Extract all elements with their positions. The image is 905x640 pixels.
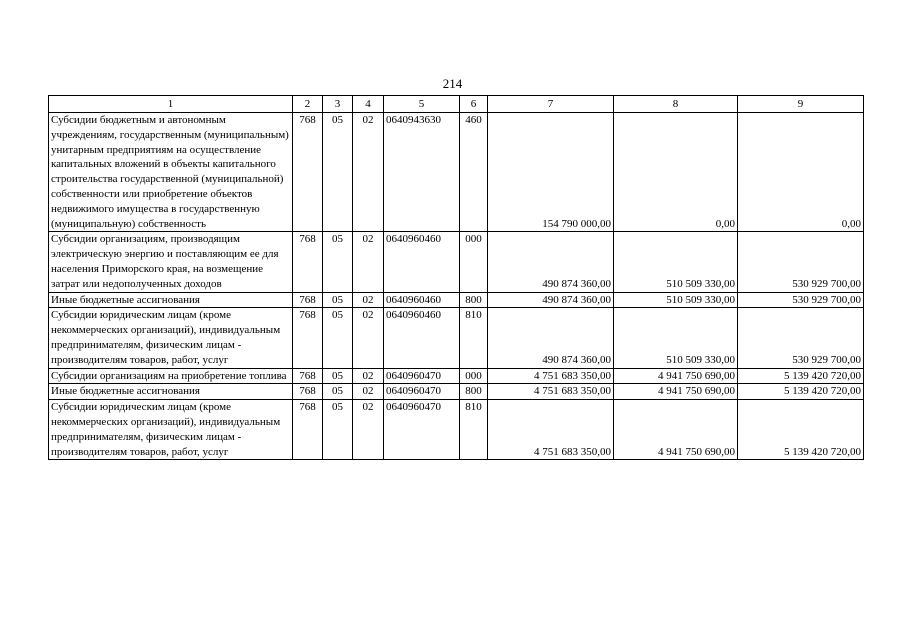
row-code-cell: 05	[323, 400, 353, 460]
row-amount-cell: 530 929 700,00	[738, 232, 864, 292]
row-target-article-cell: 0640960470	[384, 368, 460, 384]
row-amount-cell: 5 139 420 720,00	[738, 368, 864, 384]
column-header: 9	[738, 96, 864, 113]
row-expense-type-cell: 000	[460, 232, 488, 292]
row-code-cell: 05	[323, 232, 353, 292]
row-name-cell: Иные бюджетные ассигнования	[49, 292, 293, 308]
column-header: 1	[49, 96, 293, 113]
table-row	[49, 368, 864, 384]
column-header: 6	[460, 96, 488, 113]
row-code-cell: 05	[323, 368, 353, 384]
row-amount-cell: 490 874 360,00	[488, 232, 614, 292]
row-target-article-cell: 0640960460	[384, 292, 460, 308]
row-code-cell: 05	[323, 292, 353, 308]
row-code-cell: 02	[353, 400, 384, 460]
row-code-cell: 768	[293, 292, 323, 308]
row-code-cell: 02	[353, 232, 384, 292]
row-code-cell: 02	[353, 292, 384, 308]
row-amount-cell: 0,00	[738, 113, 864, 232]
row-code-cell: 05	[323, 308, 353, 368]
table-row	[49, 292, 864, 308]
table-row	[49, 384, 864, 400]
row-target-article-cell: 0640960470	[384, 400, 460, 460]
table-header-row	[49, 96, 864, 113]
budget-table	[48, 95, 864, 460]
table-row	[49, 232, 864, 292]
row-expense-type-cell: 810	[460, 308, 488, 368]
row-amount-cell: 510 509 330,00	[614, 292, 738, 308]
table-row	[49, 113, 864, 232]
column-header: 7	[488, 96, 614, 113]
row-amount-cell: 4 751 683 350,00	[488, 384, 614, 400]
row-code-cell: 02	[353, 384, 384, 400]
table-row	[49, 308, 864, 368]
row-expense-type-cell: 800	[460, 292, 488, 308]
row-amount-cell: 530 929 700,00	[738, 308, 864, 368]
row-target-article-cell: 0640960460	[384, 232, 460, 292]
row-code-cell: 768	[293, 368, 323, 384]
row-amount-cell: 4 941 750 690,00	[614, 368, 738, 384]
column-header: 3	[323, 96, 353, 113]
row-amount-cell: 4 941 750 690,00	[614, 384, 738, 400]
row-code-cell: 05	[323, 113, 353, 232]
row-name-cell: Субсидии юридическим лицам (кроме некоммерческих организаций), индивидуальным предпринимателям, физическим лицам - производителям товаров, работ, услуг	[49, 400, 293, 460]
row-code-cell: 768	[293, 384, 323, 400]
row-amount-cell: 4 941 750 690,00	[614, 400, 738, 460]
row-code-cell: 02	[353, 113, 384, 232]
row-target-article-cell: 0640960470	[384, 384, 460, 400]
row-name-cell: Субсидии организациям на приобретение топлива	[49, 368, 293, 384]
row-code-cell: 05	[323, 384, 353, 400]
row-amount-cell: 0,00	[614, 113, 738, 232]
row-amount-cell: 490 874 360,00	[488, 292, 614, 308]
row-expense-type-cell: 000	[460, 368, 488, 384]
row-amount-cell: 510 509 330,00	[614, 232, 738, 292]
row-code-cell: 768	[293, 308, 323, 368]
row-code-cell: 768	[293, 400, 323, 460]
row-name-cell: Иные бюджетные ассигнования	[49, 384, 293, 400]
row-amount-cell: 5 139 420 720,00	[738, 384, 864, 400]
row-code-cell: 02	[353, 308, 384, 368]
row-amount-cell: 4 751 683 350,00	[488, 368, 614, 384]
column-header: 8	[614, 96, 738, 113]
column-header: 5	[384, 96, 460, 113]
column-header: 2	[293, 96, 323, 113]
row-expense-type-cell: 800	[460, 384, 488, 400]
row-amount-cell: 4 751 683 350,00	[488, 400, 614, 460]
row-amount-cell: 490 874 360,00	[488, 308, 614, 368]
page-number: 214	[442, 76, 463, 91]
row-expense-type-cell: 460	[460, 113, 488, 232]
row-amount-cell: 5 139 420 720,00	[738, 400, 864, 460]
row-expense-type-cell: 810	[460, 400, 488, 460]
row-name-cell: Субсидии организациям, производящим электрическую энергию и поставляющим ее для населения Приморского края, на возмещение затрат или недополученных доходов	[49, 232, 293, 292]
row-amount-cell: 154 790 000,00	[488, 113, 614, 232]
row-amount-cell: 510 509 330,00	[614, 308, 738, 368]
row-name-cell: Субсидии юридическим лицам (кроме некоммерческих организаций), индивидуальным предпринимателям, физическим лицам - производителям товаров, работ, услуг	[49, 308, 293, 368]
row-name-cell: Субсидии бюджетным и автономным учреждениям, государственным (муниципальным) унитарным предприятиям на осуществление капитальных вложений в объекты капитального строительства государственной (муниципальной) собственности или приобретение объектов недвижимого имущества в государственную (муниципальную) собственность	[49, 113, 293, 232]
row-amount-cell: 530 929 700,00	[738, 292, 864, 308]
row-target-article-cell: 0640960460	[384, 308, 460, 368]
row-code-cell: 768	[293, 232, 323, 292]
row-code-cell: 02	[353, 368, 384, 384]
row-code-cell: 768	[293, 113, 323, 232]
table-row	[49, 400, 864, 460]
column-header: 4	[353, 96, 384, 113]
row-target-article-cell: 0640943630	[384, 113, 460, 232]
